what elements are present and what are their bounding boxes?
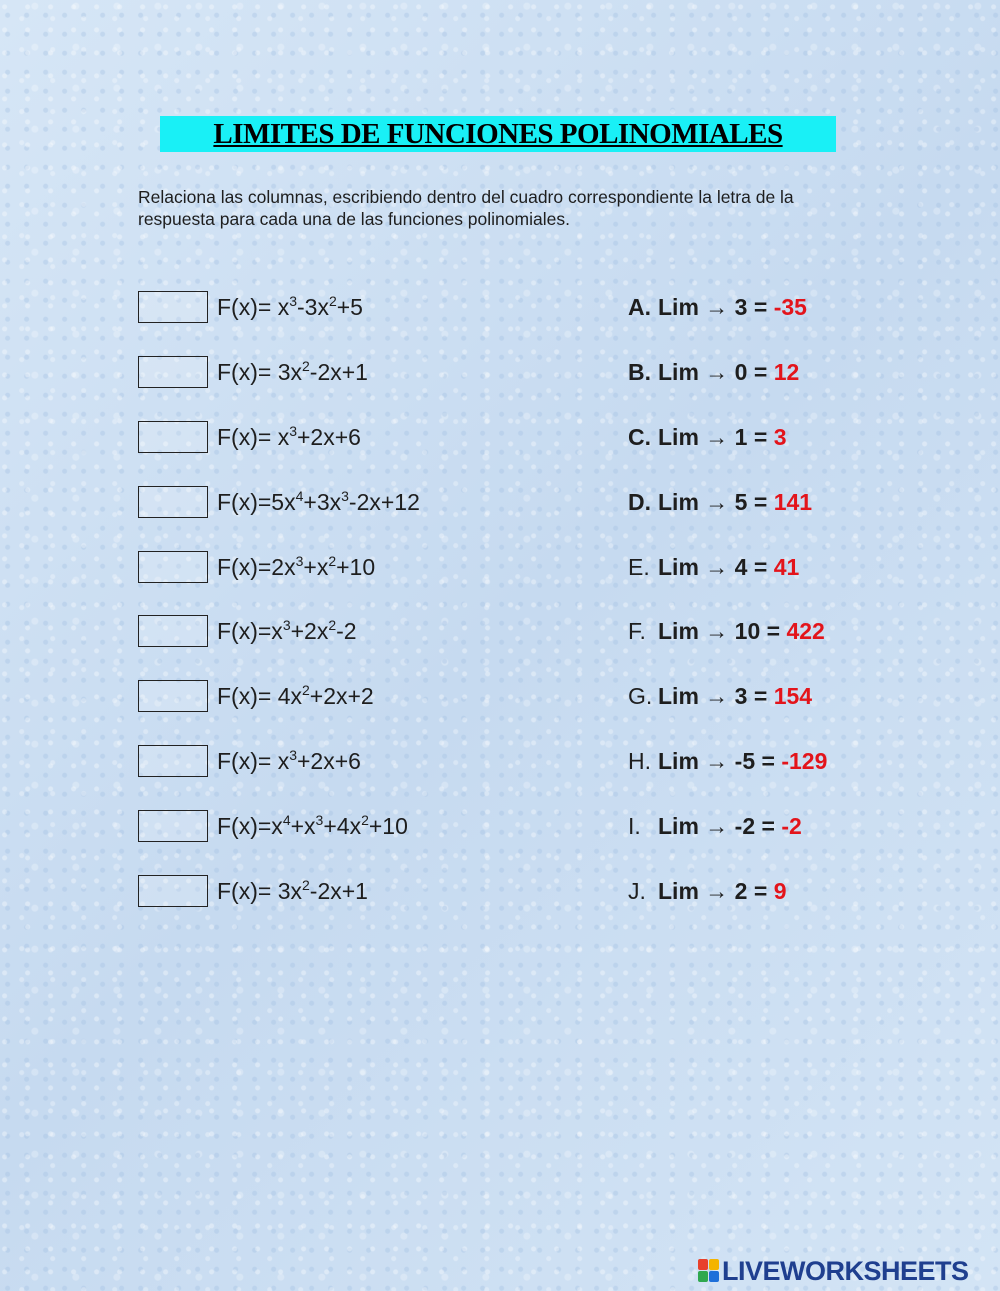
option-letter: E. bbox=[628, 554, 650, 580]
exponent: 3 bbox=[289, 423, 297, 439]
function-text: -2x+12 bbox=[348, 489, 420, 515]
liveworksheets-wordmark: LIVEWORKSHEETS bbox=[722, 1255, 969, 1286]
exponent: 2 bbox=[301, 358, 310, 374]
function-text: F(x)= 3x bbox=[217, 878, 302, 904]
limit-option bbox=[658, 422, 786, 452]
exercise-row bbox=[0, 807, 1000, 847]
answer-box[interactable] bbox=[138, 356, 208, 388]
function-text: F(x)= 3x bbox=[217, 359, 302, 385]
function-text: F(x)= x bbox=[217, 294, 290, 320]
limit-option bbox=[658, 357, 799, 387]
limit-result: 154 bbox=[773, 683, 813, 709]
exercise-row bbox=[0, 548, 1000, 588]
polynomial-function bbox=[217, 292, 363, 322]
limit-expression: Lim → 3 = bbox=[658, 294, 774, 320]
function-text: F(x)=x bbox=[217, 618, 283, 644]
exercise-row bbox=[0, 418, 1000, 458]
function-text: -2 bbox=[336, 618, 357, 644]
limit-option bbox=[658, 811, 802, 841]
limit-result: 422 bbox=[786, 618, 825, 644]
function-text: F(x)=x bbox=[217, 813, 283, 839]
option-letter: J. bbox=[628, 878, 646, 904]
polynomial-function bbox=[217, 681, 374, 711]
limit-expression: Lim → 2 = bbox=[658, 878, 774, 904]
function-text: +2x+2 bbox=[309, 683, 374, 709]
limit-expression: Lim → 4 = bbox=[658, 554, 774, 580]
exponent: 2 bbox=[328, 617, 337, 633]
limit-option bbox=[658, 487, 812, 517]
polynomial-function bbox=[217, 552, 375, 582]
polynomial-function bbox=[217, 487, 420, 517]
function-text: +x bbox=[290, 813, 316, 839]
limit-expression: Lim → -5 = bbox=[658, 748, 782, 774]
polynomial-function bbox=[217, 357, 368, 387]
limit-option bbox=[658, 681, 812, 711]
exercise-row bbox=[0, 353, 1000, 393]
function-text: +5 bbox=[336, 294, 363, 320]
answer-box[interactable] bbox=[138, 551, 208, 583]
limit-result: 141 bbox=[773, 489, 813, 515]
function-text: +2x+6 bbox=[297, 748, 361, 774]
exercise-row bbox=[0, 677, 1000, 717]
limit-expression: Lim → 3 = bbox=[658, 683, 774, 709]
option-letter: G. bbox=[628, 683, 653, 709]
exercise-row bbox=[0, 288, 1000, 328]
function-text: +2x+6 bbox=[297, 424, 361, 450]
exponent: 2 bbox=[301, 877, 310, 893]
exponent: 3 bbox=[289, 293, 297, 309]
polynomial-function bbox=[217, 811, 408, 841]
exponent: 2 bbox=[328, 553, 337, 569]
function-text: +3x bbox=[303, 489, 342, 515]
function-text: F(x)= x bbox=[217, 424, 290, 450]
liveworksheets-logo-icon bbox=[698, 1259, 720, 1283]
option-letter: I. bbox=[628, 813, 641, 839]
exponent: 4 bbox=[282, 812, 291, 828]
limit-result: -2 bbox=[781, 813, 802, 839]
exponent: 3 bbox=[289, 747, 297, 763]
function-text: +x bbox=[303, 554, 329, 580]
limit-result: 9 bbox=[773, 878, 787, 904]
exponent: 3 bbox=[295, 553, 304, 569]
limit-result: 12 bbox=[773, 359, 800, 385]
limit-option bbox=[658, 292, 807, 322]
option-letter: A. bbox=[628, 294, 651, 320]
exponent: 2 bbox=[328, 293, 337, 309]
answer-box[interactable] bbox=[138, 680, 208, 712]
function-text: F(x)=2x bbox=[217, 554, 296, 580]
option-letter: B. bbox=[628, 359, 651, 385]
option-letter: D. bbox=[628, 489, 651, 515]
option-letter: C. bbox=[628, 424, 651, 450]
exercise-row bbox=[0, 872, 1000, 912]
polynomial-function bbox=[217, 746, 361, 776]
liveworksheets-logo bbox=[698, 1257, 969, 1285]
exponent: 4 bbox=[295, 488, 304, 504]
instructions-text: Relaciona las columnas, escribiendo dentro del cuadro correspondiente la letra de la respuesta para cada una de las funciones polinomiales. bbox=[138, 187, 794, 229]
exponent: 3 bbox=[315, 812, 324, 828]
answer-box[interactable] bbox=[138, 421, 208, 453]
option-letter: F. bbox=[628, 618, 646, 644]
limit-expression: Lim → -2 = bbox=[658, 813, 782, 839]
polynomial-function bbox=[217, 616, 357, 646]
limit-result: 41 bbox=[773, 554, 800, 580]
limit-option bbox=[658, 876, 786, 906]
answer-box[interactable] bbox=[138, 291, 208, 323]
limit-expression: Lim → 10 = bbox=[658, 618, 787, 644]
exercise-row bbox=[0, 742, 1000, 782]
answer-box[interactable] bbox=[138, 486, 208, 518]
function-text: F(x)= 4x bbox=[217, 683, 302, 709]
option-letter: H. bbox=[628, 748, 651, 774]
function-text: +10 bbox=[336, 554, 376, 580]
function-text: +10 bbox=[368, 813, 408, 839]
polynomial-function bbox=[217, 876, 368, 906]
exponent: 2 bbox=[361, 812, 369, 828]
function-text: F(x)=5x bbox=[217, 489, 296, 515]
answer-box[interactable] bbox=[138, 810, 208, 842]
limit-result: 3 bbox=[773, 424, 787, 450]
answer-box[interactable] bbox=[138, 745, 208, 777]
limit-result: -129 bbox=[781, 748, 828, 774]
polynomial-function bbox=[217, 422, 361, 452]
function-text: -3x bbox=[297, 294, 329, 320]
function-text: F(x)= x bbox=[217, 748, 290, 774]
worksheet-title: LIMITES DE FUNCIONES POLINOMIALES bbox=[160, 116, 836, 152]
limit-expression: Lim → 1 = bbox=[658, 424, 774, 450]
exercise-row bbox=[0, 612, 1000, 652]
exponent: 3 bbox=[282, 617, 291, 633]
limit-expression: Lim → 0 = bbox=[658, 359, 774, 385]
limit-option bbox=[658, 746, 827, 776]
limit-expression: Lim → 5 = bbox=[658, 489, 774, 515]
limit-option bbox=[658, 552, 799, 582]
function-text: -2x+1 bbox=[309, 878, 368, 904]
answer-box[interactable] bbox=[138, 875, 208, 907]
exponent: 2 bbox=[301, 682, 310, 698]
exercise-row bbox=[0, 483, 1000, 523]
exponent: 3 bbox=[341, 488, 349, 504]
answer-box[interactable] bbox=[138, 615, 208, 647]
function-text: -2x+1 bbox=[309, 359, 368, 385]
limit-option bbox=[658, 616, 825, 646]
function-text: +4x bbox=[323, 813, 362, 839]
limit-result: -35 bbox=[773, 294, 807, 320]
function-text: +2x bbox=[290, 618, 329, 644]
